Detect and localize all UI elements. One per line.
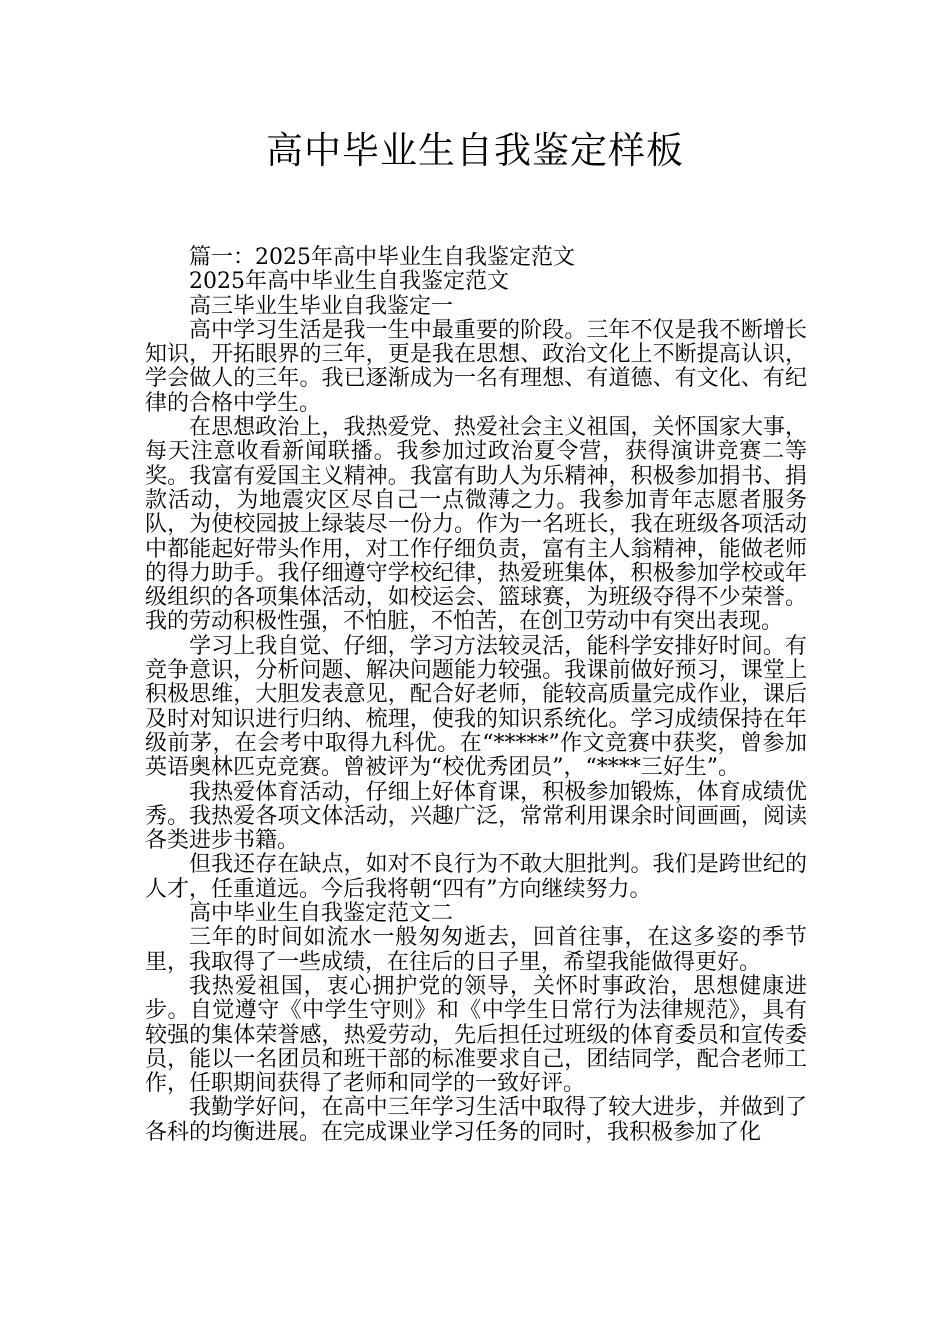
document-body [145,246,807,1145]
paragraph: 我热爱祖国，衷心拥护党的领导，关怀时事政治，思想健康进步。自觉遵守《中学生守则》和《中学生日常行为法律规范》，具有较强的集体荣誉感，热爱劳动，先后担任过班级的体育委员和宣传委员，能以一名团员和班干部的标准要求自己，团结同学，配合老师工作，任职期间获得了老师和同学的一致好评。 [145,973,807,1097]
paragraph: 高中学习生活是我一生中最重要的阶段。三年不仅是我不断增长知识，开拓眼界的三年，更是我在思想、政治文化上不断提高认识，学会做人的三年。我已逐渐成为一名有理想、有道德、有文化、有纪律的合格中学生。 [145,317,807,416]
paragraph: 但我还存在缺点，如对不良行为不敢大胆批判。我们是跨世纪的人才，任重道远。今后我将朝“四有”方向继续努力。 [145,852,807,902]
paragraph: 三年的时间如流水一般匆匆逝去，回首往事，在这多姿的季节里，我取得了一些成绩，在往后的日子里，希望我能做得更好。 [145,925,807,975]
paragraph: 2025年高中毕业生自我鉴定范文 [189,269,509,295]
paragraph: 在思想政治上，我热爱党、热爱社会主义祖国，关怀国家大事，每天注意收看新闻联播。我参加过政治夏令营，获得演讲竞赛二等奖。我富有爱国主义精神。我富有助人为乐精神，积极参加捐书、捐款活动，为地震灾区尽自己一点微薄之力。我参加青年志愿者服务队，为使校园披上绿装尽一份力。作为一名班长，我在班级各项活动中都能起好带头作用，对工作仔细负责，富有主人翁精神，能做老师的得力助手。我仔细遵守学校纪律，热爱班集体，积极参加学校或年级组织的各项集体活动，如校运会、篮球赛，为班级夺得不少荣誉。我的劳动积极性强，不怕脏，不怕苦，在创卫劳动中有突出表现。 [145,415,807,635]
paragraph: 学习上我自觉、仔细，学习方法较灵活，能科学安排好时间。有竞争意识，分析问题、解决问题能力较强。我课前做好预习，课堂上积极思维，大胆发表意见，配合好老师，能较高质量完成作业，课后及时对知识进行归纳、梳理，使我的知识系统化。学习成绩保持在年级前茅，在会考中取得九科优。在“*****”作文竞赛中获奖，曾参加英语奥林匹克竞赛。曾被评为“校优秀团员”，“****三好生”。 [145,633,807,781]
paragraph: 我热爱体育活动，仔细上好体育课，积极参加锻炼，体育成绩优秀。我热爱各项文体活动，兴趣广泛，常常利用课余时间画画，阅读各类进步书籍。 [145,779,807,854]
paragraph: 高中毕业生自我鉴定范文二 [189,901,454,927]
paragraph: 我勤学好问，在高中三年学习生活中取得了较大进步，并做到了各科的均衡进展。在完成课业学习任务的同时，我积极参加了化 [145,1095,807,1145]
document-title: 高中毕业生自我鉴定样板 [266,129,684,172]
paragraph: 篇一：2025年高中毕业生自我鉴定范文 [189,245,575,270]
paragraph: 高三毕业生毕业自我鉴定一 [189,293,454,319]
